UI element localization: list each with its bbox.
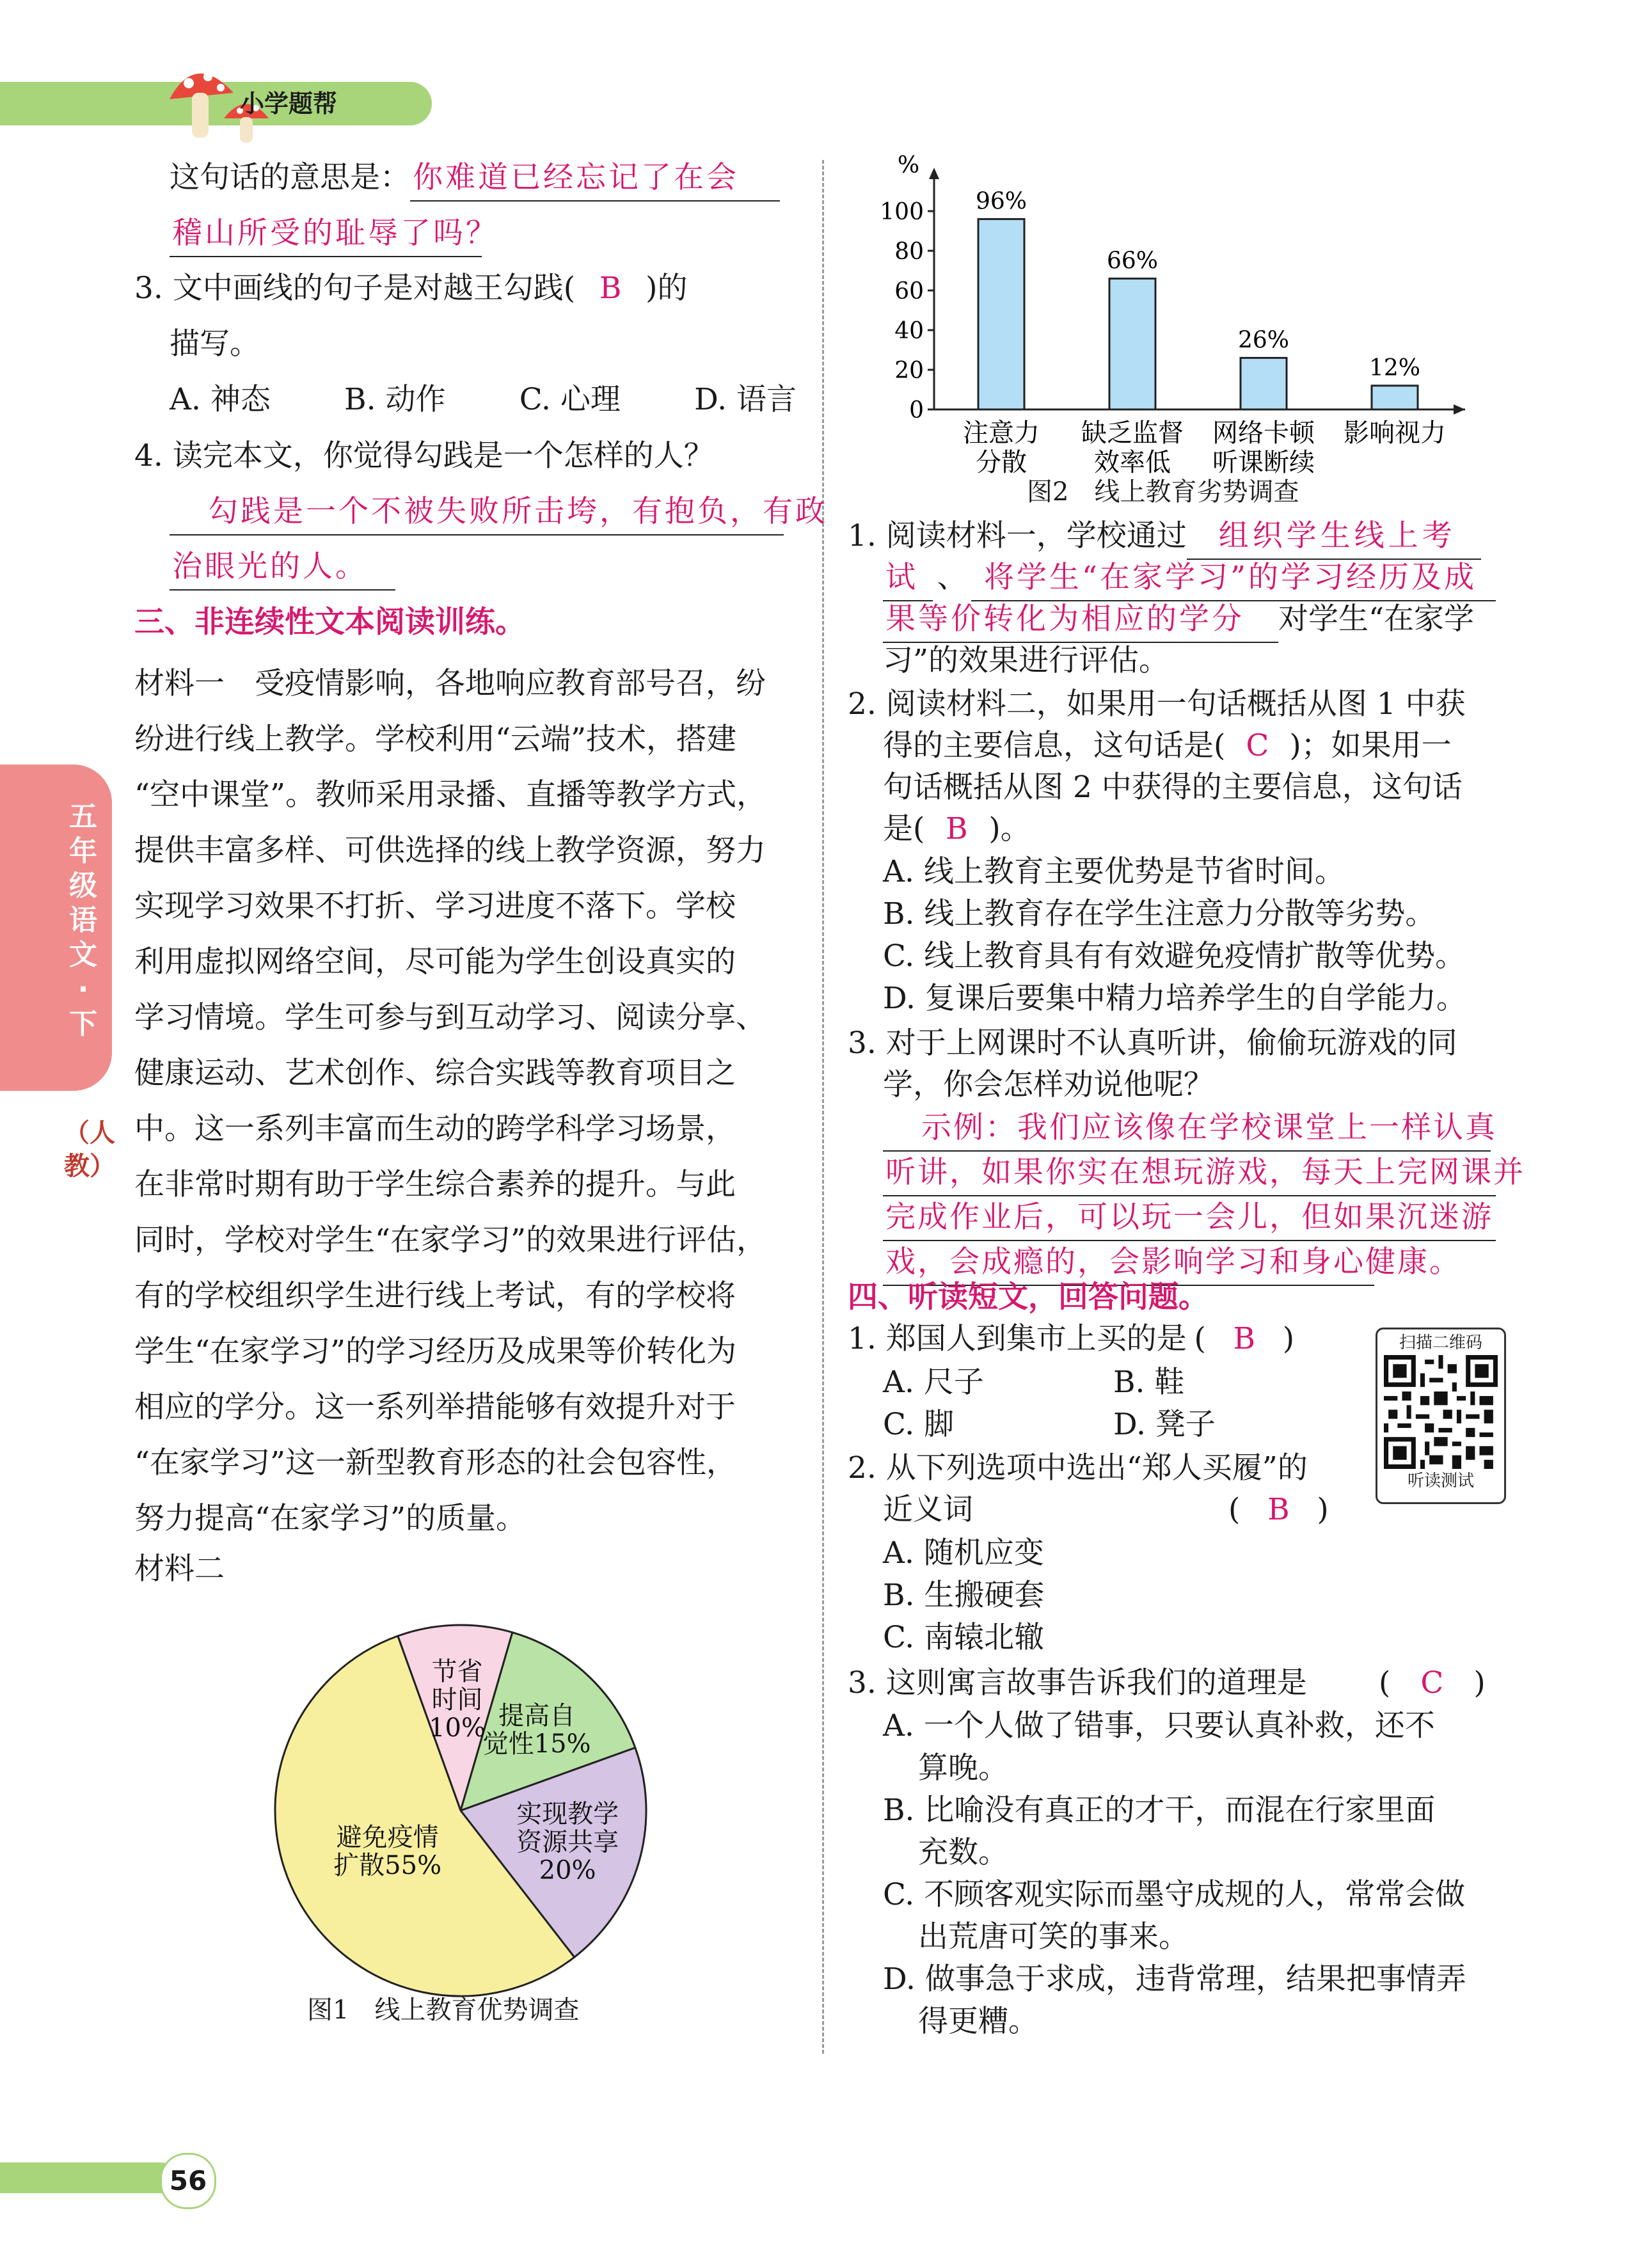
y-tick-label: 0 — [909, 397, 924, 424]
side-tab-label: 五年级语文·下 — [69, 800, 97, 1040]
l-q3-option-cont: 算晚。 — [918, 1750, 1008, 1786]
q3-option: A. 神态 — [170, 382, 271, 417]
page-number: 56 — [160, 2153, 216, 2209]
l-q3-option: D. 做事急于求成，违背常理，结果把事情弄 — [883, 1962, 1466, 1997]
section3-title: 三、非连续性文本阅读训练。 — [134, 605, 525, 640]
bar-chart — [851, 154, 1497, 486]
pie-label: 节省 — [431, 1657, 483, 1687]
pie-chart-title: 图1 线上教育优势调查 — [307, 1995, 580, 2025]
r-q1-suffix: 对学生“在家学 — [1278, 601, 1475, 637]
l-q1-option: A. 尺子 — [883, 1365, 984, 1400]
meaning-answer-1: 你难道已经忘记了在会 — [410, 157, 780, 202]
r-q2-options — [883, 851, 1466, 1020]
l-q3-line: 3. 这则寓言故事告诉我们的道理是 ( C ) — [848, 1662, 1507, 1704]
l-q3-option: B. 比喻没有真正的才干，而混在行家里面 — [883, 1793, 1436, 1828]
x-category-label: 注意力 — [963, 418, 1040, 448]
bar-value-label: 12% — [1368, 354, 1421, 381]
q3-option: B. 动作 — [344, 382, 446, 417]
r-q1-answer-1: 组织学生线上考 — [1187, 515, 1481, 560]
meaning-line-2 — [170, 212, 498, 257]
r-q1-sep: 、 — [937, 560, 967, 595]
l-q2-line-2: 近义词 ( B ) — [883, 1489, 1344, 1531]
l-q2-line-1: 2. 从下列选项中选出“郑人买履”的 — [848, 1450, 1308, 1486]
pie-label: 避免疫情 — [336, 1822, 439, 1852]
r-q2-option: D. 复课后要集中精力培养学生的自学能力。 — [883, 981, 1466, 1016]
meaning-answer-2: 稽山所受的耻辱了吗？ — [170, 212, 482, 257]
bar-chart-title: 图2 线上教育劣势调查 — [1027, 477, 1299, 507]
q4-text: 4. 读完本文，你觉得勾践是一个怎样的人？ — [134, 438, 714, 473]
meaning-line-1 — [170, 157, 780, 202]
l-q3-option: C. 不顾客观实际而墨守成规的人，常常会做 — [883, 1877, 1466, 1912]
q3-answer: B — [599, 271, 622, 306]
l-q2-option: A. 随机应变 — [883, 1535, 1044, 1571]
bar — [1241, 358, 1287, 409]
material1-line: 在非常时期有助于学生综合素养的提升。与此 — [134, 1167, 736, 1202]
qr-code-icon[interactable] — [1384, 1355, 1498, 1469]
q4-answer-line-2 — [170, 546, 395, 591]
r-q1-prefix: 1. 阅读材料一，学校通过 — [848, 518, 1187, 553]
material1-line: 努力提高“在家学习”的质量。 — [134, 1501, 527, 1536]
pie-label: 实现教学 — [516, 1799, 619, 1829]
l-q3-option-cont: 得更糟。 — [918, 2004, 1038, 2039]
bar — [1109, 278, 1155, 409]
l-q3-text: 3. 这则寓言故事告诉我们的道理是 — [848, 1665, 1307, 1701]
l-q1-line: 1. 郑国人到集市上买的是 ( B ) — [848, 1318, 1302, 1360]
r-q2-text-d: )。 — [988, 811, 1031, 846]
l-q2-text: 近义词 — [883, 1492, 973, 1527]
x-category-label: 分散 — [976, 448, 1027, 477]
section4-title: 四、听读短文，回答问题。 — [848, 1280, 1209, 1315]
material1-line: 同时，学校对学生“在家学习”的效果进行评估， — [134, 1223, 767, 1258]
r-q2-line-4 — [883, 808, 1031, 850]
r-q3-answer — [883, 1107, 1525, 1286]
r-q2-answer-2: B — [946, 811, 968, 846]
material1-line: “在家学习”这一新型教育形态的社会包容性， — [134, 1445, 737, 1480]
material1-line: 中。这一系列丰富而生动的跨学科学习场景， — [134, 1111, 736, 1146]
r-q2-text-b: )；如果用一 — [1289, 728, 1452, 763]
l-q1-text: 1. 郑国人到集市上买的是 — [848, 1321, 1187, 1356]
r-q3-line-2: 学，你会怎样劝说他呢？ — [883, 1067, 1214, 1102]
r-q2-line-2 — [883, 725, 1452, 767]
l-q2-option: B. 生搬硬套 — [883, 1578, 1045, 1613]
r-q1-line-1 — [848, 515, 1481, 560]
bar — [1372, 386, 1418, 409]
q3-stem — [134, 267, 687, 310]
x-category-label: 效率低 — [1094, 448, 1171, 477]
material1-paragraph — [134, 656, 800, 1546]
material1-line: 学生“在家学习”的学习经历及成果等价转化为 — [134, 1334, 737, 1369]
r-q2-option: C. 线上教育具有有效避免疫情扩散等优势。 — [883, 939, 1466, 974]
q3-text-b: )的 — [646, 271, 688, 306]
q3-text-c: 描写。 — [170, 326, 260, 361]
r-q2-option: A. 线上教育主要优势是节省时间。 — [883, 854, 1345, 889]
material1-line: 纷进行线上教学。学校利用“云端”技术，搭建 — [134, 722, 737, 757]
pie-label: 20% — [539, 1855, 596, 1885]
bar-value-label: 96% — [975, 188, 1027, 215]
r-q1-line-4: 习”的效果进行评估。 — [883, 643, 1170, 678]
r-q3-answer-line: 示例：我们应该像在学校课堂上一样认真 — [883, 1107, 1491, 1152]
footer-band — [0, 2162, 176, 2193]
y-axis-arrow — [929, 168, 939, 179]
r-q1-answer-2a: 试 — [883, 557, 933, 601]
header-title: 小学题帮 — [240, 90, 338, 118]
l-q3-option-cont: 出荒唐可笑的事来。 — [918, 1919, 1189, 1955]
q4-answer-2: 治眼光的人。 — [170, 546, 395, 591]
material1-line: 学习情境。学生可参与到互动学习、阅读分享、 — [134, 1000, 766, 1035]
y-tick-label: 20 — [894, 358, 924, 384]
y-tick-label: 60 — [894, 278, 924, 305]
q3-option: D. 语言 — [694, 382, 797, 417]
x-category-label: 影响视力 — [1344, 418, 1446, 448]
material1-line: 相应的学分。这一系列举措能够有效提升对于 — [134, 1390, 736, 1425]
r-q2-option: B. 线上教育存在学生注意力分散等劣势。 — [883, 896, 1436, 932]
pie-label: 资源共享 — [516, 1827, 619, 1857]
q3-options — [170, 379, 797, 421]
l-q2-answer: B — [1267, 1492, 1290, 1527]
l-q3-option-cont: 充数。 — [918, 1835, 1008, 1870]
material1-line: 实现学习效果不打折、学习进度不落下。学校 — [134, 889, 736, 924]
r-q3-answer-line: 戏，会成瘾的，会影响学习和身心健康。 — [883, 1241, 1374, 1286]
q4-answer-line-1 — [170, 491, 828, 535]
q3-text-a: 3. 文中画线的句子是对越王勾践( — [134, 271, 576, 306]
meaning-prefix: 这句话的意思是： — [170, 160, 410, 195]
y-tick-label: 100 — [880, 199, 924, 225]
x-category-label: 听课断续 — [1212, 448, 1315, 477]
column-divider — [822, 160, 824, 2054]
bar-value-label: 66% — [1106, 248, 1159, 274]
pie-label: 扩散55% — [333, 1850, 442, 1880]
side-tab-sub: （人教） — [64, 1118, 115, 1181]
l-q1-option: C. 脚 — [883, 1407, 955, 1442]
pie-label: 觉性15% — [482, 1729, 591, 1759]
pie-label: 时间 — [431, 1685, 483, 1715]
r-q3-line-1: 3. 对于上网课时不认真听讲，偷偷玩游戏的同 — [848, 1026, 1457, 1061]
r-q3-answer-line: 完成作业后，可以玩一会儿，但如果沉迷游 — [883, 1196, 1496, 1241]
q4-answer-1: 勾践是一个不被失败所击垮，有抱负，有政 — [170, 491, 784, 535]
l-q3-options — [883, 1705, 1466, 2043]
r-q2-line-3: 句话概括从图 2 中获得的主要信息，这句话 — [883, 770, 1463, 805]
r-q1-answer-3: 果等价转化为相应的学分 — [883, 598, 1278, 643]
bar — [978, 219, 1024, 409]
material1-line: 提供丰富多样、可供选择的线上教学资源，努力 — [134, 833, 766, 868]
material1-line: 材料一 受疫情影响，各地响应教育部号召，纷 — [134, 666, 766, 701]
bar-value-label: 26% — [1237, 327, 1290, 354]
l-q2-options — [883, 1532, 1044, 1659]
l-q1-option: B. 鞋 — [1113, 1365, 1185, 1400]
l-q3-option: A. 一个人做了错事，只要认真补救，还不 — [883, 1708, 1435, 1743]
material1-line: 利用虚拟网络空间，尽可能为学生创设真实的 — [134, 944, 736, 979]
material1-line: 有的学校组织学生进行线上考试，有的学校将 — [134, 1278, 736, 1313]
q3-option: C. 心理 — [519, 382, 621, 417]
l-q1-options — [883, 1361, 1344, 1446]
r-q2-text-a: 得的主要信息，这句话是( — [883, 728, 1226, 763]
material2-label: 材料二 — [134, 1551, 225, 1587]
l-q2-option: C. 南辕北辙 — [883, 1620, 1045, 1655]
r-q2-answer-1: C — [1246, 728, 1269, 763]
l-q1-option: D. 凳子 — [1113, 1407, 1216, 1442]
material1-line: “空中课堂”。教师采用录播、直播等教学方式， — [134, 777, 767, 813]
pie-label: 10% — [429, 1713, 486, 1743]
y-tick-label: 80 — [894, 239, 924, 265]
r-q1-line-2 — [883, 557, 1496, 601]
r-q3-answer-line: 听讲，如果你实在想玩游戏，每天上完网课并 — [883, 1152, 1496, 1196]
r-q2-line-1: 2. 阅读材料二，如果用一句话概括从图 1 中获 — [848, 686, 1466, 722]
r-q1-answer-2b: 将学生“在家学习”的学习经历及成 — [971, 557, 1496, 601]
l-q3-answer: C — [1420, 1665, 1444, 1701]
x-category-label: 缺乏监督 — [1081, 418, 1184, 448]
x-category-label: 网络卡顿 — [1212, 418, 1315, 448]
x-axis-arrow — [1454, 404, 1465, 415]
r-q2-text-c: 是( — [883, 811, 925, 846]
material1-line: 健康运动、艺术创作、综合实践等教育项目之 — [134, 1056, 736, 1091]
pie-chart — [256, 1599, 665, 2022]
r-q1-line-3 — [883, 598, 1474, 643]
qr-bottom-label: 听读测试 — [1407, 1471, 1474, 1491]
qr-top-label: 扫描二维码 — [1399, 1333, 1482, 1352]
y-tick-label: 40 — [894, 318, 924, 344]
pie-label: 提高自 — [498, 1701, 576, 1731]
y-axis-label: % — [897, 154, 920, 178]
l-q1-answer: B — [1233, 1321, 1256, 1356]
